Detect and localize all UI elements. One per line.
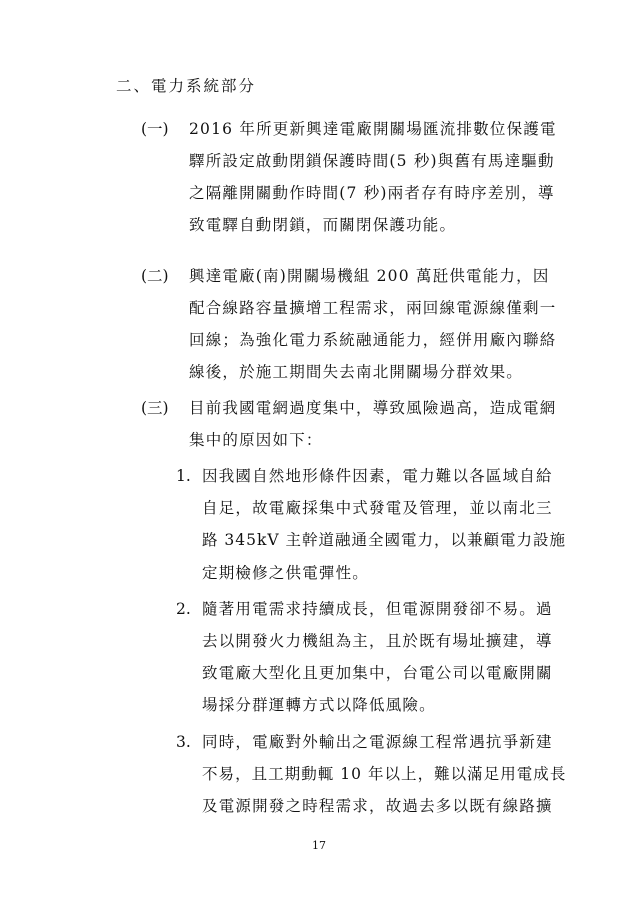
item-2-line-2: 去以開發火力機組為主，且於既有場址擴建，導 [202, 632, 553, 650]
item-1-line-1: 因我國自然地形條件因素，電力難以各區域自給 [202, 467, 553, 485]
section-3-label: (三) [141, 399, 169, 417]
section-1-line-1: 2016 年所更新興達電廠開關場匯流排數位保護電 [189, 120, 557, 138]
section-2-line-2: 配合線路容量擴增工程需求，兩回線電源線僅剩一 [189, 299, 557, 317]
item-3-line-2: 不易，且工期動輒 10 年以上，難以滿足用電成長 [202, 765, 567, 783]
item-3-number: 3. [176, 733, 191, 751]
section-2-label: (二) [141, 267, 169, 285]
section-1-line-2: 驛所設定啟動閉鎖保護時間(5 秒)與舊有馬達驅動 [189, 152, 555, 170]
section-2-line-3: 回線；為強化電力系統融通能力，經併用廠內聯絡 [189, 331, 557, 349]
section-1-line-4: 致電驛自動閉鎖，而關閉保護功能。 [189, 216, 457, 234]
section-2-line-4: 線後，於施工期間失去南北開關場分群效果。 [189, 363, 524, 381]
section-3-line-2: 集中的原因如下： [189, 431, 323, 449]
item-1-line-2: 自足，故電廠採集中式發電及管理，並以南北三 [202, 499, 553, 517]
item-2-line-1: 隨著用電需求持續成長，但電源開發卻不易。過 [202, 600, 553, 618]
item-1-line-3: 路 345kV 主幹道融通全國電力，以兼顧電力設施 [202, 531, 567, 549]
section-heading: 二、電力系統部分 [116, 77, 257, 95]
item-3-line-1: 同時，電廠對外輸出之電源線工程常遇抗爭新建 [202, 733, 553, 751]
section-1-label: (一) [141, 120, 169, 138]
item-2-number: 2. [176, 600, 191, 618]
section-3-line-1: 目前我國電網過度集中，導致風險過高，造成電網 [189, 399, 557, 417]
section-1-line-3: 之隔離開關動作時間(7 秒)兩者存有時序差別，導 [189, 184, 555, 202]
item-2-line-4: 場採分群運轉方式以降低風險。 [202, 696, 436, 714]
item-1-number: 1. [176, 467, 191, 485]
page-number: 17 [312, 839, 326, 852]
item-3-line-3: 及電源開發之時程需求，故過去多以既有線路擴 [202, 797, 553, 815]
item-2-line-3: 致電廠大型化且更加集中，台電公司以電廠開關 [202, 664, 553, 682]
item-1-line-4: 定期檢修之供電彈性。 [202, 564, 370, 582]
section-2-line-1: 興達電廠(南)開關場機組 200 萬瓩供電能力，因 [189, 267, 550, 285]
